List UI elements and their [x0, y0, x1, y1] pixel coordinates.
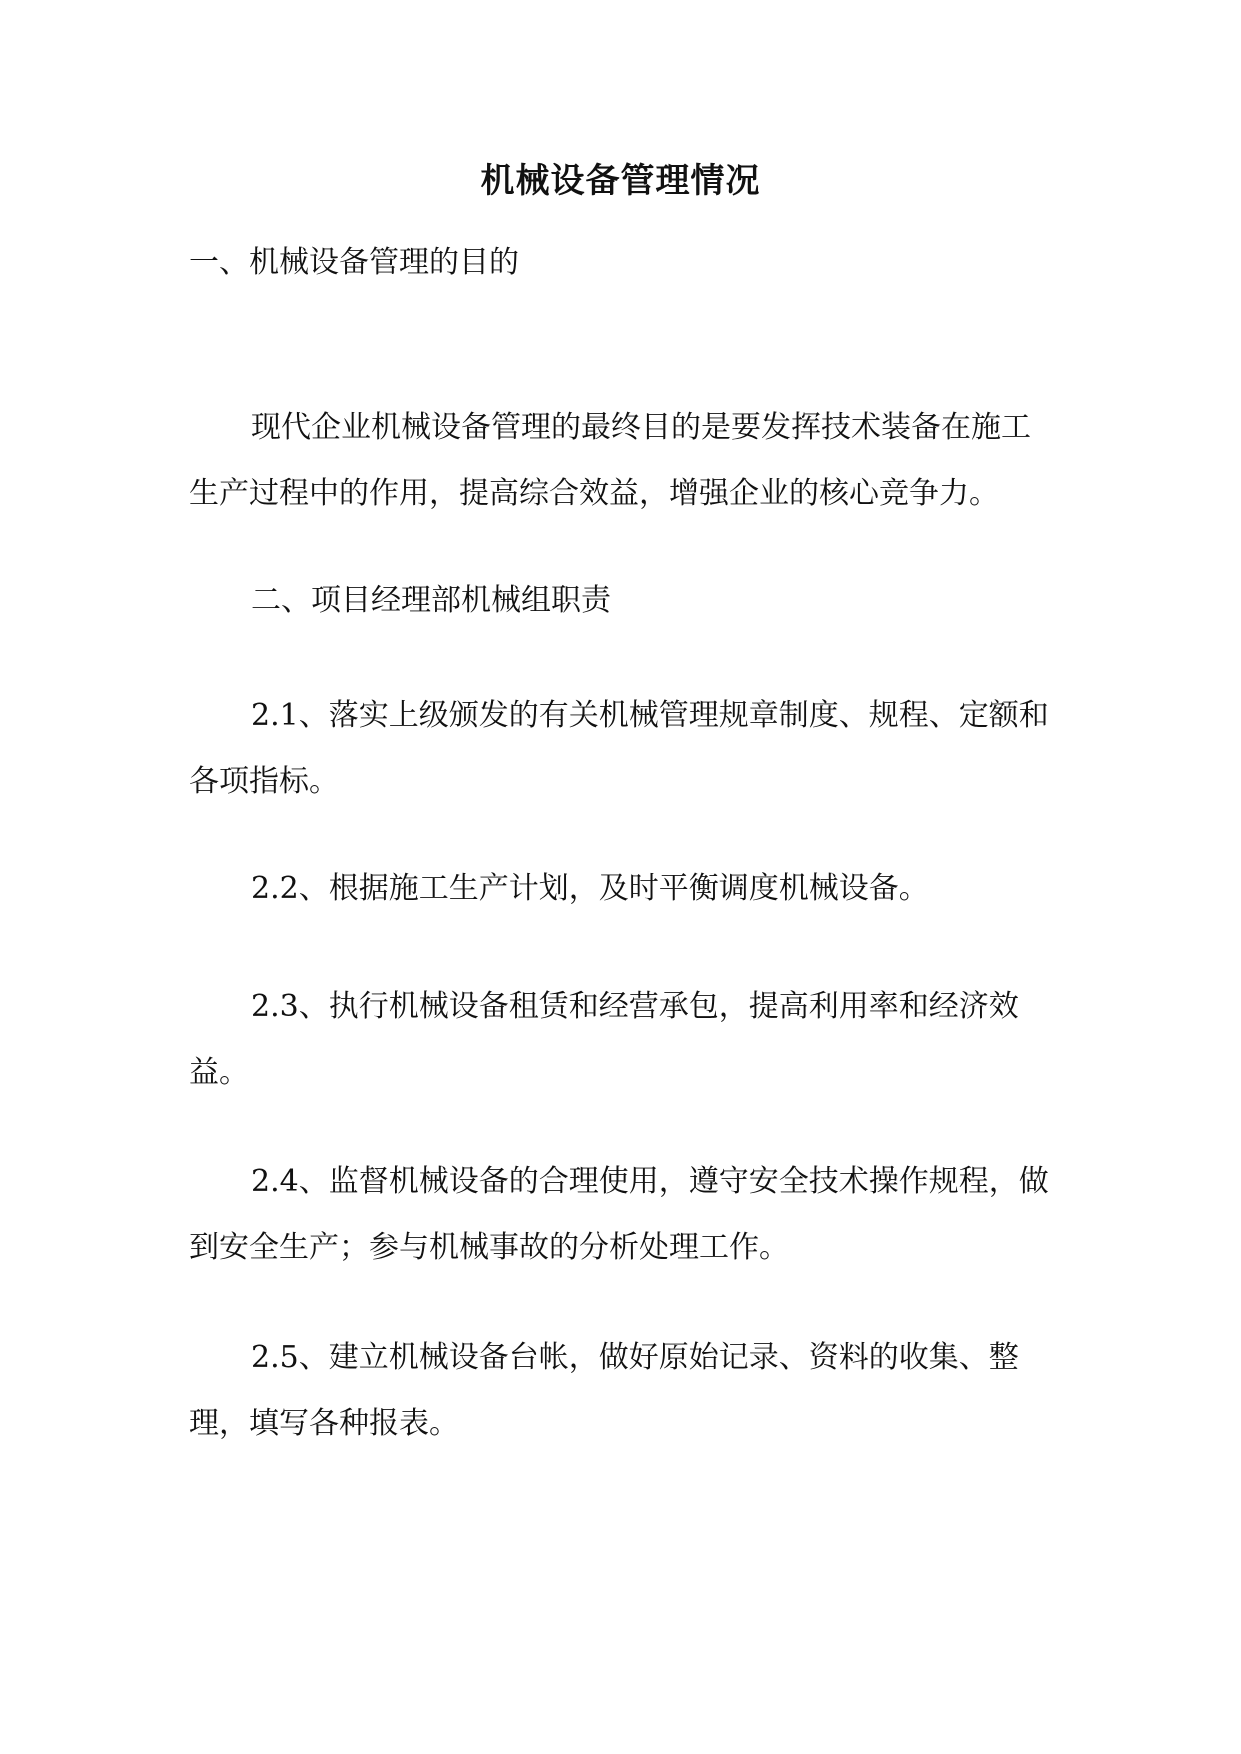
- list-item-2-3: 2.3、执行机械设备租赁和经营承包，提高利用率和经济效益。: [189, 989, 1019, 1090]
- section-1-body: 现代企业机械设备管理的最终目的是要发挥技术装备在施工生产过程中的作用，提高综合效益，增强企业的核心竞争力。: [189, 410, 1031, 511]
- section-1-heading: 一、机械设备管理的目的: [189, 245, 519, 280]
- section-2-heading: 二、项目经理部机械组职责: [251, 583, 611, 618]
- document-title: 机械设备管理情况: [480, 161, 761, 201]
- list-item-2-4: 2.4、监督机械设备的合理使用，遵守安全技术操作规程，做到安全生产；参与机械事故的分析处理工作。: [189, 1164, 1049, 1265]
- list-item-2-5: 2.5、建立机械设备台帐，做好原始记录、资料的收集、整理，填写各种报表。: [189, 1340, 1019, 1441]
- list-item-2-1: 2.1、落实上级颁发的有关机械管理规章制度、规程、定额和各项指标。: [189, 698, 1049, 799]
- list-item-2-2: 2.2、根据施工生产计划，及时平衡调度机械设备。: [251, 871, 929, 906]
